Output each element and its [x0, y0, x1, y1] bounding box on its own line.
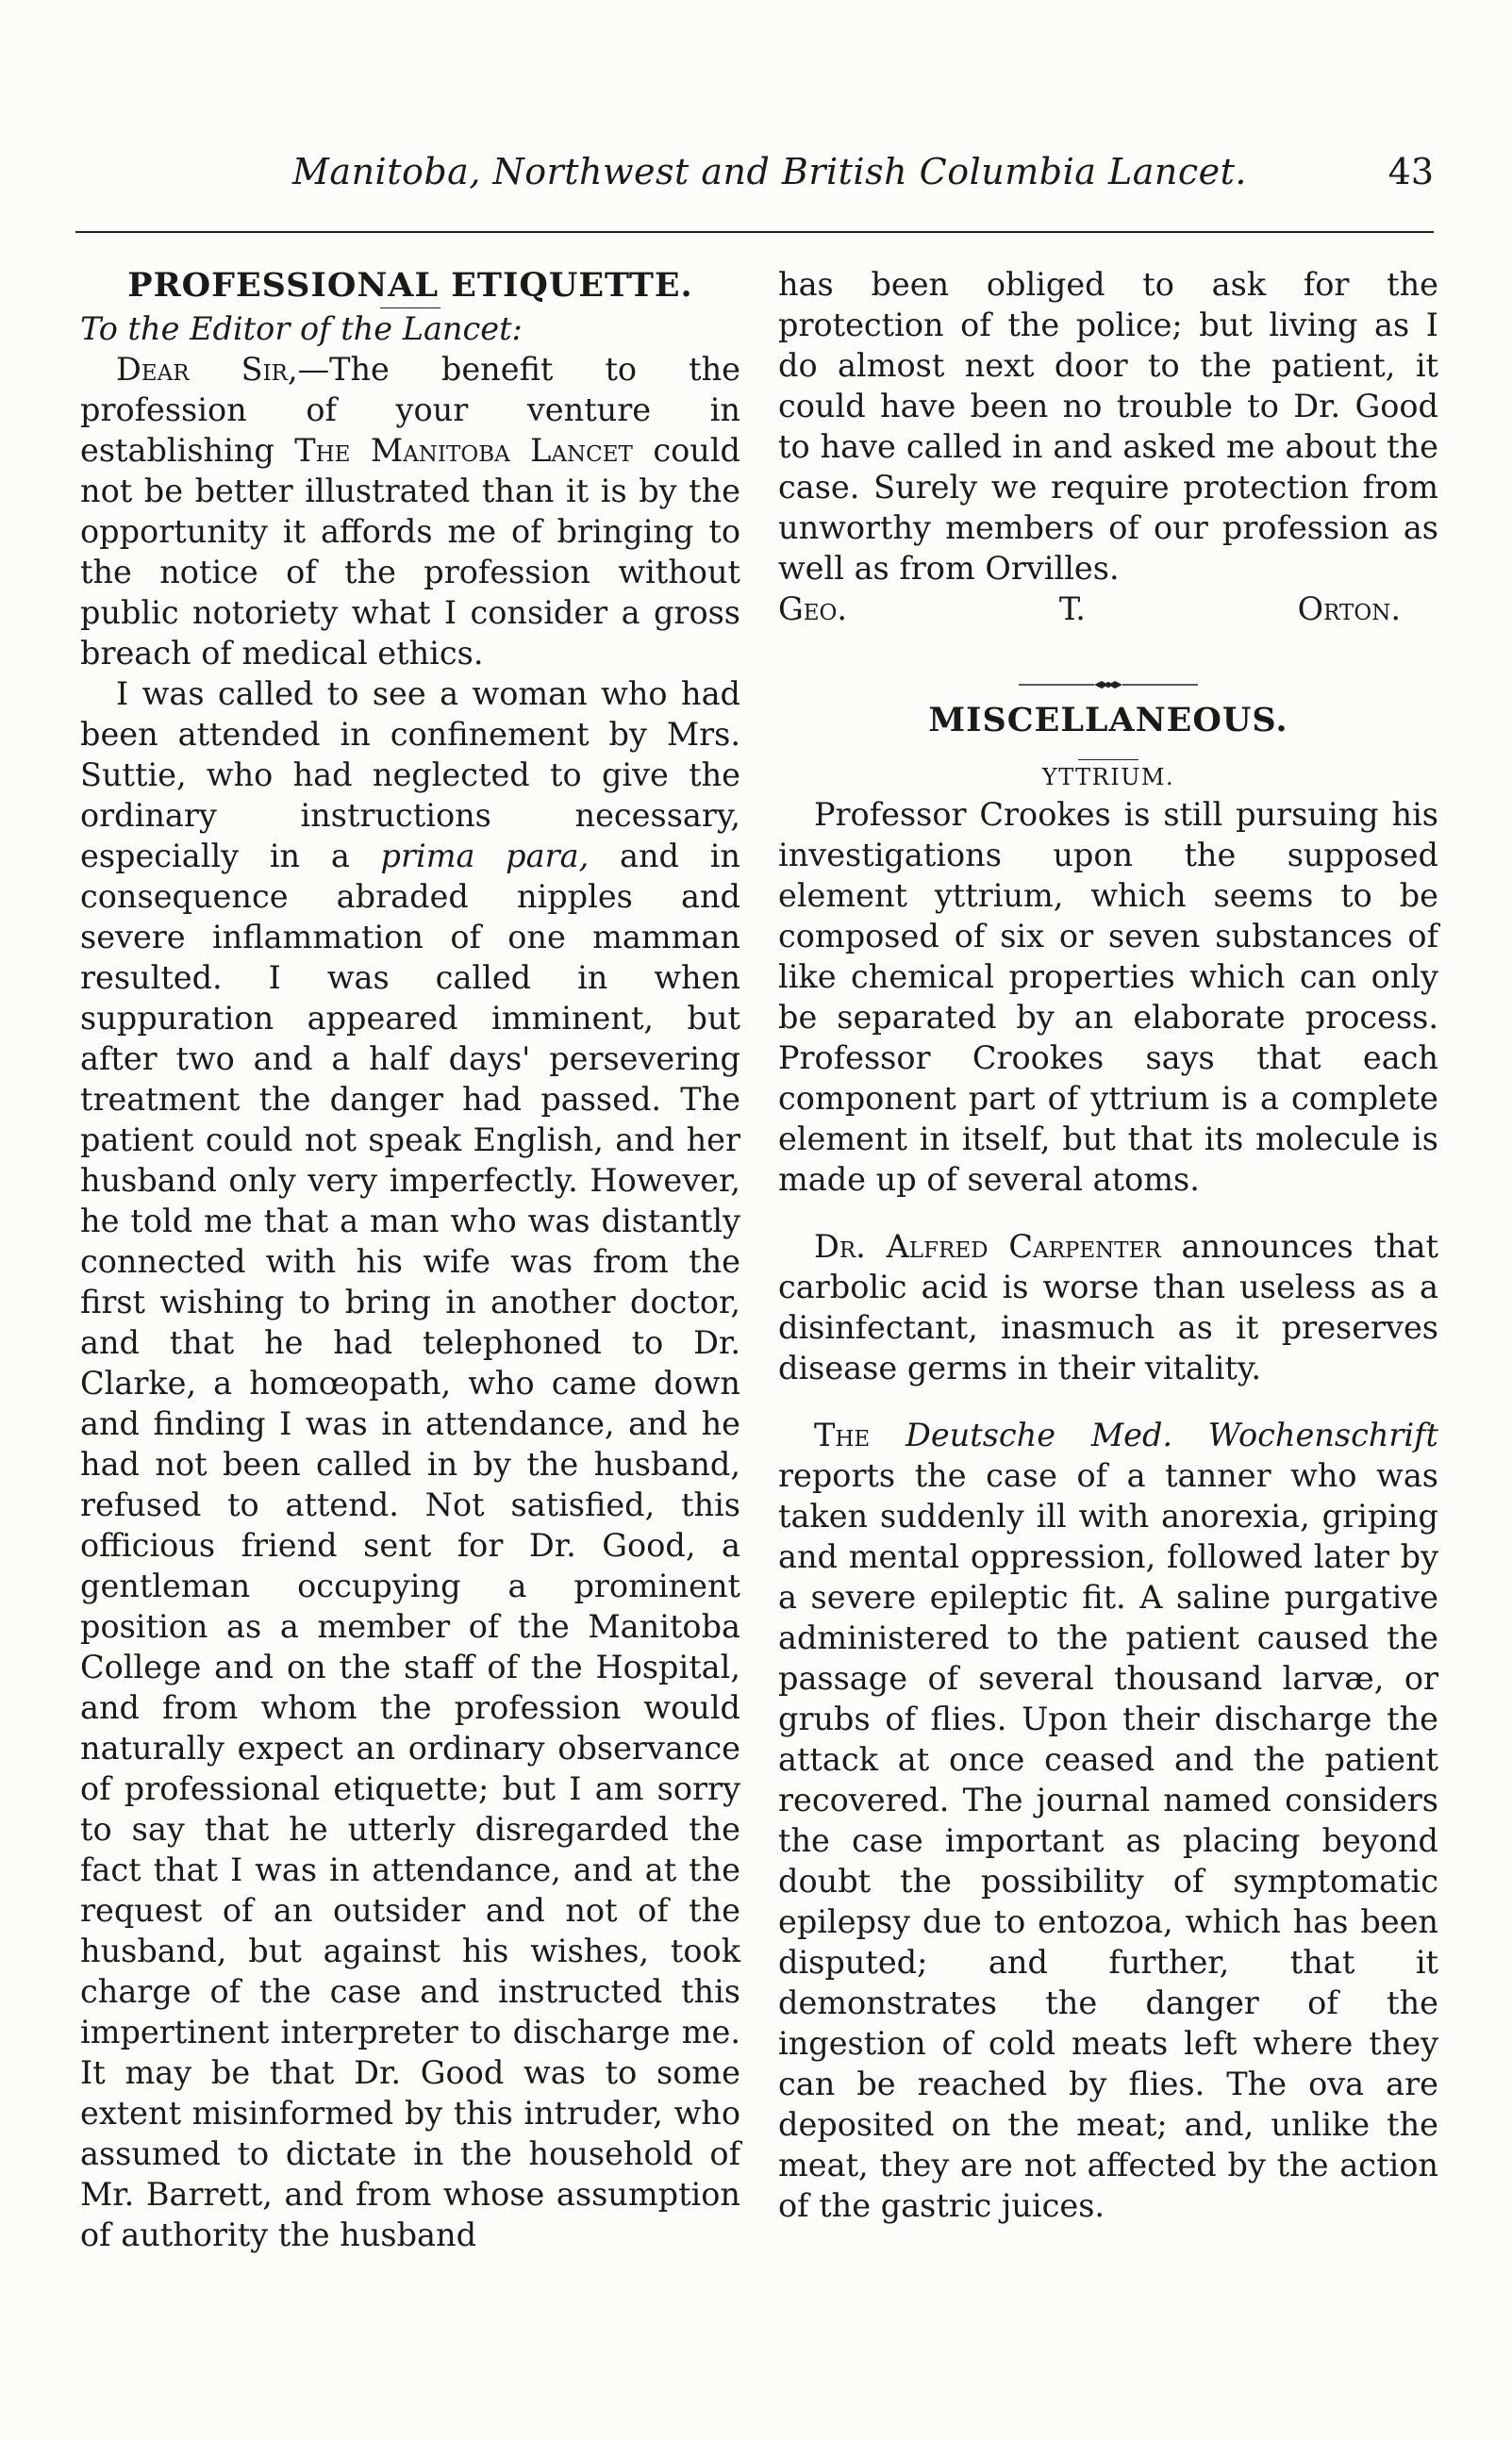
- right-column: [778, 264, 1438, 2226]
- paragraph-text: announces that carbolic acid is worse than useless as a disinfectant, inasmuch as it preserves disease germs in their vitality.: [778, 1228, 1438, 1386]
- section-heading-miscellaneous: MISCELLANEOUS.: [928, 701, 1288, 739]
- left-column: [80, 264, 740, 2255]
- signature: [778, 589, 1438, 629]
- paragraph-lead: The: [814, 1417, 906, 1453]
- header-rule: [75, 231, 1434, 233]
- journal-name: The Manitoba Lancet: [294, 432, 633, 469]
- letter-text: could not be better illustrated than it is by the opportunity it affords me of bringing to the notice of the profession without public notoriety what I consider a gross breach of medical ethics.: [80, 432, 740, 672]
- salutation-lead: Dear Sir,: [116, 351, 298, 388]
- latin-term: prima para,: [380, 838, 590, 874]
- signature-name: Geo. T. Orton.: [778, 590, 1401, 627]
- section-divider-ornament: [778, 663, 1438, 686]
- yttrium-paragraph: Professor Crookes is still pursuing his investigations upon the supposed element yttrium, which seems to be composed of six or seven substances of like chemical properties which can only be separated by an elaborate process. Professor Crookes says that each component part of yttrium is a complete element in itself, but that its molecule is made up of several atoms.: [778, 796, 1438, 1198]
- carpenter-paragraph: [778, 1226, 1438, 1388]
- author-name: Dr. Alfred Carpenter: [814, 1228, 1161, 1265]
- running-title: Manitoba, Northwest and British Columbia Lancet.: [292, 151, 1247, 192]
- paragraph-gap: [778, 1200, 1438, 1226]
- divider-ornament-icon: [1019, 675, 1198, 694]
- page-number: 43: [1387, 151, 1434, 192]
- section-heading-professional-etiquette: PROFESSIONAL ETIQUETTE.: [127, 266, 693, 305]
- page-header: [75, 151, 1434, 204]
- letter-text: and in consequence abraded nipples and severe inflammation of one mamman resulted. I was called in when suppuration appeared imminent, but after two and a half days' persevering treatment the danger had passed. The patient could not speak English, and her husband only very imperfectly. However, he told me that a man who was distantly connected with his wife was from the first wishing to bring in another doctor, and that he had telephoned to Dr. Clarke, a homœopath, who came down and finding I was in attendance, and he had not been called in by the husband, refused to attend. Not satisfied, this officious friend sent for Dr. Good, a gentleman occupying a prominent position as a member of the Manitoba College and on the staff of the Hospital, and from whom the profession would naturally expect an ordinary observance of professional etiquette; but I am sorry to say that he utterly disregarded the fact that I was in attendance, and at the request of an outsider and not of the husband, but against his wishes, took charge of the case and instructed this impertinent interpreter to discharge me. It may be that Dr. Good was to some extent misinformed by this intruder, who assumed to dictate in the household of Mr. Barrett, and from whose assumption of authority the husband: [80, 838, 740, 2253]
- paragraph-text: reports the case of a tanner who was taken suddenly ill with anorexia, griping and mental oppression, followed later by a severe epileptic fit. A saline purgative administered to the patient caused the passage of several thousand larvæ, or grubs of flies. Upon their discharge the attack at once ceased and the patient recovered. The journal named considers the case important as placing beyond doubt the possibility of symptomatic epilepsy due to entozoa, which has been disputed; and further, that it demonstrates the danger of the ingestion of cold meats left where they can be reached by flies. The ova are deposited on the meat; and, unlike the meat, they are not affected by the action of the gastric juices.: [778, 1457, 1438, 2224]
- letter-paragraph-2: [80, 673, 740, 2255]
- deutsche-paragraph: [778, 1415, 1438, 2226]
- paragraph-gap: [778, 1388, 1438, 1415]
- letter-text: —The benefit to the profession of your venture in establishing: [80, 351, 740, 469]
- journal-name: Deutsche Med. Wochenschrift: [905, 1417, 1438, 1453]
- letter-paragraph-1: [80, 349, 740, 673]
- salutation: To the Editor of the Lancet:: [80, 310, 523, 347]
- subheading-yttrium: YTTRIUM.: [1041, 764, 1175, 790]
- letter-continuation: has been obliged to ask for the protection of the police; but living as I do almost next door to the patient, it could have been no trouble to Dr. Good to have called in and asked me about the case. Surely we require protection from unworthy members of our profession as well as from Orvilles.: [778, 266, 1438, 587]
- letter-text: I was called to see a woman who had been attended in confinement by Mrs. Suttie, who had neglected to give the ordinary instructions necessary, especially in a: [80, 675, 740, 874]
